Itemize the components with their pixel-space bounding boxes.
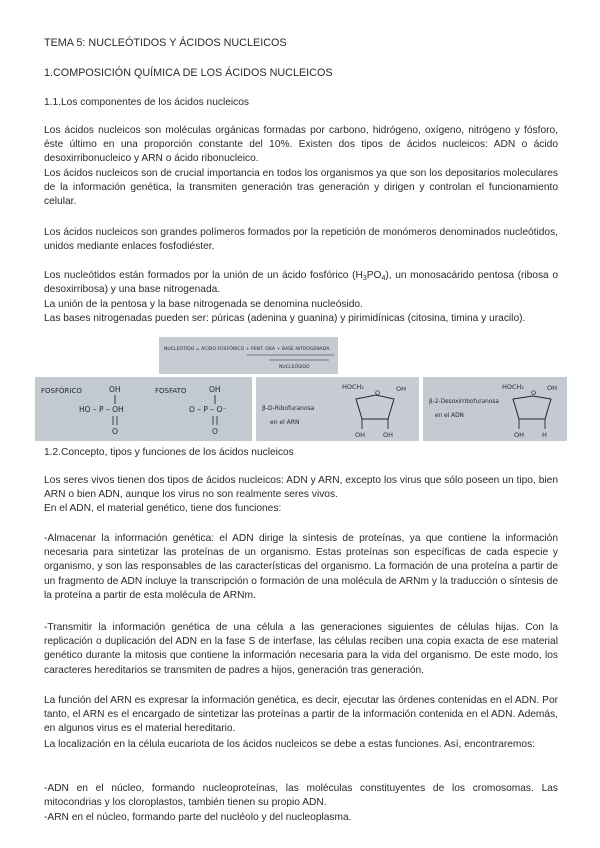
paragraph-arn-location: -ARN en el núcleo, formando parte del nucléolo y del nucleoplasma. [44,812,352,823]
fosfato-formula: O – P – O⁻ [189,405,227,414]
ribosa-label2: en el ARN [270,419,300,426]
desoxi-oh-left: OH [514,431,525,439]
fosfato-label: FOSFATO [155,387,187,395]
fosfato-oh: OH [209,385,221,394]
paragraph-polymers: Los ácidos nucleicos son grandes polímeros formados por la repetición de monómeros denominados nucleótidos, unidos mediante enlaces fosfodiéster. [44,227,558,253]
desoxi-o: O [531,389,537,397]
desoxi-label1: β-2-Desoxirribofuranosa [429,399,499,405]
paragraph-bases: Las bases nitrogenadas pueden ser: púricas (adenina y guanina) y pirimidínicas (citosina, timina y uracilo). [44,313,526,324]
paragraph-arn-function: La función del ARN es expresar la información genética, es decir, ejecutar las órdenes contenidas en el ADN. Por tanto, el ARN es el encargado de sintetizar las proteínas a partir de la información contenida en el ADN. Además, en algunos virus es el material hereditario. [44,695,558,735]
formula-line2: NUCLEÓSIDO [279,365,310,370]
paragraph-adn-location: -ADN en el núcleo, formando nucleoproteínas, las moléculas constituyentes de los cromosomas. Las mitocondrias y los cloroplastos, también tienen su propio ADN. [44,783,558,809]
ribosa-oh-right: OH [383,431,394,439]
figure-ribose [256,377,419,441]
figure-deoxyribose [423,377,567,441]
ribosa-o: O [375,389,381,397]
subsection-heading: 1.1.Los componentes de los ácidos nucleicos [44,97,250,108]
paragraph-transmit-info: -Transmitir la información genética de una célula a las generaciones siguientes de células hijas. Con la replicación o duplicación del ADN en la fase S de interfase, las células reciben una copia exacta de ese material genético durante la mitosis que contiene la información necesaria para la vida del organismo. De este modo, los caracteres hereditarios se transmiten de padres a hijos, generación tras generación. [44,622,558,676]
fosforico-formula: HO – P – OH [79,405,124,414]
paragraph-types: Los seres vivos tienen dos tipos de ácidos nucleicos: ADN y ARN, excepto los virus que sólo poseen un tipo, bien ARN o bien ADN, aunque los virus no son realmente seres vivos. [44,475,558,501]
fosforico-o: O [112,427,118,436]
fosfato-o: O [212,427,218,436]
desoxi-oh-top: OH [547,384,558,392]
figure-phosphoric-acid [35,377,252,441]
fosforico-label: FOSFÓRICO [41,387,82,395]
paragraph-nucleotides [44,269,558,297]
desoxi-h: H [542,431,547,439]
paragraph-localization: La localización en la célula eucariota de los ácidos nucleicos se debe a estas funciones. Así, encontraremos: [44,739,535,750]
fosforico-oh: OH [109,385,121,394]
p4-text-b: PO [366,270,382,281]
ribosa-oh-top: OH [396,385,407,393]
p4-text-a: Los nucleótidos están formados por la unión de un ácido fosfórico (H [44,270,363,281]
section-heading: 1.COMPOSICIÓN QUÍMICA DE LOS ÁCIDOS NUCLEICOS [44,67,333,79]
p4-sub-4: 4 [381,275,386,282]
desoxi-label2: en el ADN [435,413,464,419]
formula-line1: NUCLEÓTIDO = ÁCIDO FOSFÓRICO + PENT. OSA + BASE NITROGENADA [164,347,330,352]
p4-sub-3: 3 [362,275,367,282]
ribosa-oh-left: OH [355,431,366,439]
paragraph-store-info: -Almacenar la información genética: el ADN dirige la síntesis de proteínas, ya que contiene la información necesaria para sintetizar las proteínas de un organismo. Estas proteínas son específicas de cada especie y organismo, y son las responsables de las características del organismo. La formación de una proteína a partir de un fragmento de ADN incluye la transcripción o formación de una molécula de ARNm y la traducción o síntesis de la proteína a partir de esta molécula de ARNm. [44,533,558,601]
ribosa-hoch: HOCH₂ [342,383,365,391]
topic-title: TEMA 5: NUCLEÓTIDOS Y ÁCIDOS NUCLEICOS [44,37,287,49]
ribosa-label1: β-D-Ribofuranosa [262,405,315,412]
figure-nucleotide-formula [159,337,338,374]
subsection-heading-2: 1.2.Concepto, tipos y funciones de los ácidos nucleicos [44,447,294,458]
paragraph-functions-intro: En el ADN, el material genético, tiene dos funciones: [44,503,282,514]
p4-text-c: ), un monosacárido pentosa (ribosa o desoxirribosa) y una base nitrogenada. [44,270,558,296]
paragraph-importance: Los ácidos nucleicos son de crucial importancia en todos los organismos ya que son los depositarios moleculares de la información genética, la transmiten generación tras generación y dirigen y controlan el funcionamiento celular. [44,168,558,208]
paragraph-composition: Los ácidos nucleicos son moléculas orgánicas formadas por carbono, hidrógeno, oxígeno, nitrógeno y fósforo, éste último en una proporción constante del 10%. Existen dos tipos de ácidos nucleicos: ADN o ácido desoxirribonucleico y ARN o ácido ribonucleico. [44,125,558,165]
paragraph-nucleoside: La unión de la pentosa y la base nitrogenada se denomina nucleósido. [44,299,363,310]
desoxi-hoch: HOCH₂ [502,383,525,391]
